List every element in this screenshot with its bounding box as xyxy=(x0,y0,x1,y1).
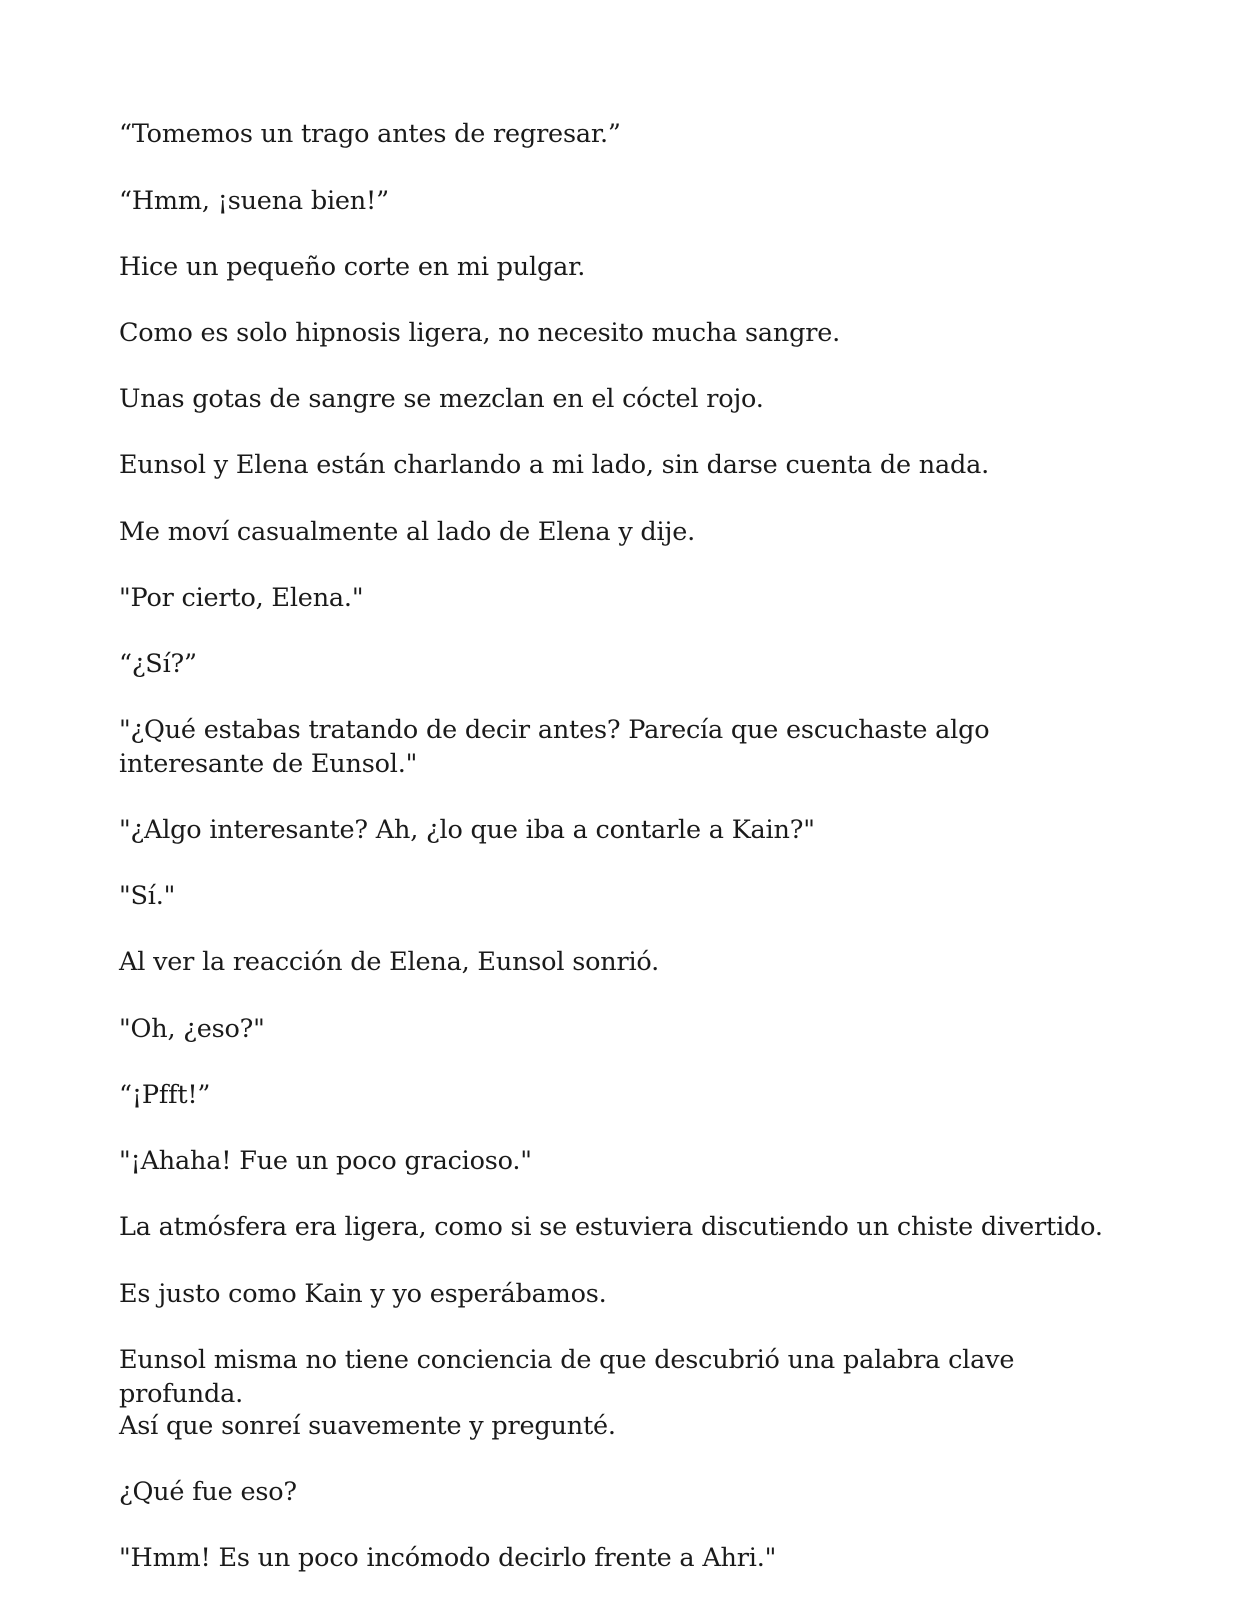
paragraph: “Hmm, ¡suena bien!” xyxy=(119,186,389,216)
paragraph: Es justo como Kain y yo esperábamos. xyxy=(119,1279,607,1309)
paragraph: "Hmm! Es un poco incómodo decirlo frente a Ahri." xyxy=(119,1543,777,1573)
paragraph: La atmósfera era ligera, como si se estuviera discutiendo un chiste divertido. xyxy=(119,1212,1103,1242)
paragraph: Hice un pequeño corte en mi pulgar. xyxy=(119,252,586,282)
paragraph: "¿Algo interesante? Ah, ¿lo que iba a contarle a Kain?" xyxy=(119,815,815,845)
paragraph: "¡Ahaha! Fue un poco gracioso." xyxy=(119,1146,532,1176)
paragraph: ¿Qué fue eso? xyxy=(119,1477,297,1507)
paragraph: "Oh, ¿eso?" xyxy=(119,1014,265,1044)
paragraph: Me moví casualmente al lado de Elena y dije. xyxy=(119,517,696,547)
paragraph: Unas gotas de sangre se mezclan en el cóctel rojo. xyxy=(119,384,764,414)
paragraph: "Sí." xyxy=(119,881,176,911)
paragraph: Así que sonreí suavemente y pregunté. xyxy=(119,1411,616,1441)
paragraph: Eunsol misma no tiene conciencia de que descubrió una palabra clave profunda. xyxy=(119,1345,1015,1409)
paragraph: “Tomemos un trago antes de regresar.” xyxy=(119,119,621,149)
paragraph: "Por cierto, Elena." xyxy=(119,583,364,613)
paragraph: Al ver la reacción de Elena, Eunsol sonrió. xyxy=(119,947,660,977)
paragraph: Eunsol y Elena están charlando a mi lado, sin darse cuenta de nada. xyxy=(119,450,989,480)
paragraph: “¿Sí?” xyxy=(119,649,197,679)
paragraph: Como es solo hipnosis ligera, no necesito mucha sangre. xyxy=(119,318,841,348)
paragraph: “¡Pfft!” xyxy=(119,1080,211,1110)
paragraph: "¿Qué estabas tratando de decir antes? Parecía que escuchaste algo interesante de Eunsol." xyxy=(119,715,990,779)
